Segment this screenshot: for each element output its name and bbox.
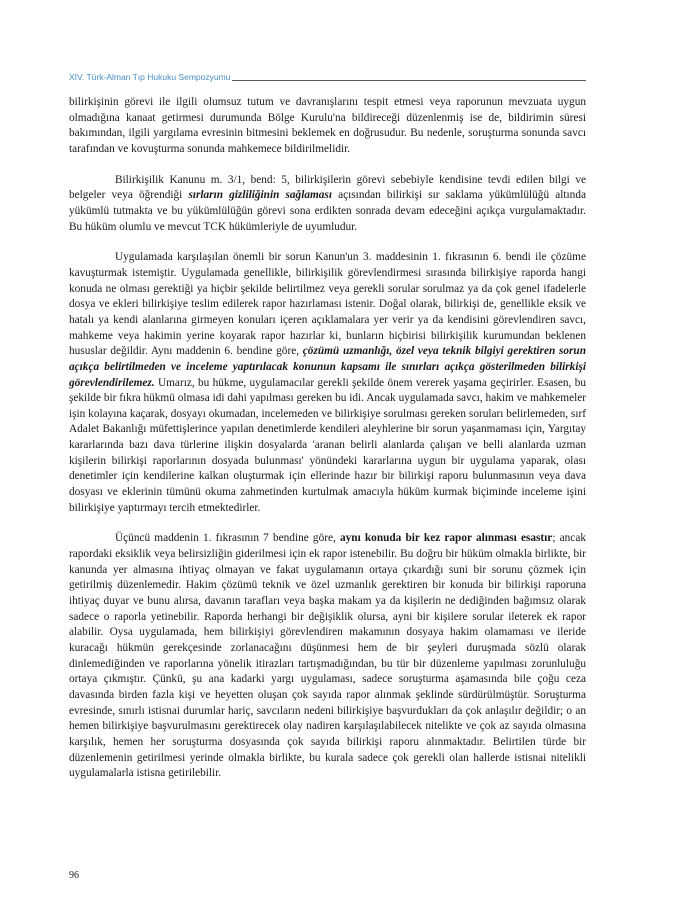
- running-header: [69, 66, 586, 82]
- paragraph-4-text-a: Üçüncü maddenin 1. fıkrasının 7 bendine göre,: [115, 532, 340, 545]
- paragraph-2-text-c: açısından bilirkişi sır saklama yükümlülüğü altında yükümlü tutmakta ve bu yükümlülüğün görevi sona erdikten sonrada devam edeceğini açıkça vurgulamaktadır. Bu hüküm olumlu ve mevcut TCK hükümleriyle de uyumludur.: [69, 189, 586, 233]
- paragraph-4-emphasis: aynı konuda bir kez rapor alınması esastır: [340, 532, 553, 545]
- paragraph-3: [69, 250, 586, 516]
- page-number: 96: [69, 870, 79, 881]
- paragraph-2: [69, 173, 586, 236]
- paragraph-1-text: bilirkişinin görevi ile ilgili olumsuz tutum ve davranışlarını tespit etmesi veya raporunun mevzuata uygun olmadığına kanaat getirmesi durumunda Bölge Kurulu'na bildireceği düzenlenmiş ise de, bildirimin süresi bakımından, ilgili yargılama evresinin bitmesini beklemek en doğrusudur. Bu nedenle, soruşturma sonunda savcı tarafından ve kovuşturma sonunda mahkemece bildirilmelidir.: [69, 96, 586, 155]
- paragraph-2-emphasis: sırların gizliliğinin sağlaması: [188, 189, 332, 202]
- paragraph-3-emphasis: çözümü uzmanlığı, özel veya teknik bilgiyi gerektiren sorun açıkça belirtilmeden ve inceleme yaptırılacak konunun kapsamı ile sınırları açıkça gösterilmeden bilirkişi görevlendirilemez.: [69, 345, 587, 389]
- paragraph-1: [69, 95, 586, 158]
- paragraph-2-text-a: Bilirkişilik Kanunu m. 3/1, bend: 5, bilirkişilerin görevi sebebiyle kendisine tevdi edilen bilgi ve belgeler veya öğrendiği: [69, 173, 586, 202]
- header-title: XIV. Türk-Alman Tıp Hukuku Sempozyumu: [69, 72, 231, 82]
- paragraph-4-text-c: ; ancak rapordaki eksiklik veya belirsizliğin giderilmesi için ek rapor istenebilir. Bu doğru bir hüküm olmakla birlikte, bir kanunda yer almasına ihtiyaç olmayan ve fakat uygulamanın ortaya çıkardığı suni bir sorunu çözmek için getirilmiş düzenlemedir. Hakim çözümü teknik ve özel uzmanlık gerektiren bir konuda bir bilirkişi raporuna ihtiyaç duyar ve bunu alırsa, davanın tarafları veya başka makam ya da kişilerin ne dediğinden bağımsız olarak sadece o raporla yetinebilir. Raporda herhangi bir değişiklik olursa, ayni bir kişilere sorular ileterek ek rapor alabilir. Oysa uygulamada, hem bilirkişiyi görevlendiren makamının dosyaya hakim olamaması ve ileride kuracağı hükmün gerekçesinde zorlanacağını düşünmesi hem de bir şeyleri duruşmada sözlü olarak dinlemediğinden ve raporlarına yönelik itirazları tartışmadığından, bu tür bir düzenleme yapılması zorunluluğu ortaya çıkmıştır. Çünkü, şu ana kadarki yargı uygulaması, sadece soruşturma aşamasında bile çoğu ceza davasında birden fazla kişi ve heyetten oluşan çok sayıda rapor alınmak şeklinde sürdürülmüştür. Soruşturma evresinde, sınırlı istisnai durumlar hariç, savcıların nedeni bilirkişiye başvurdukları da çok anlaşılır değildir; o an hemen bilirkişiye başvurulmasını gerektirecek olay nadiren karşılaşılabilecek nitelikte ve çok az sayıda olmasına karşılık, hemen her soruşturma dosyasında çok sayıda bilirkişi raporu alınmaktadır. Belirtilen türde bir düzenlemenin getirilmesi yerinde olmakla birlikte, bu kurala sadece çok gerekli olan hallerde istisnai nitelikli uygulamalarla istisna getirilebilir.: [69, 532, 586, 780]
- header-rule: [232, 80, 586, 81]
- paragraph-3-text-c: Umarız, bu hükme, uygulamacılar gerekli şekilde önem vererek yaşama geçirirler. Esasen, bu şekilde bir fıkra hükmü olmasa idi dahi yapılması gereken bu idi. Ancak uygulamada savcı, hakim ve mahkemeler işin kolayına kaçarak, dosyayı okumadan, incelemeden ve bilirkişiye sorulması gereken soruları belirlemeden, sırf Adalet Bakanlığı müfettişlerince yapılan denetimlerde kendileri aleyhlerine bir sorun yaşanmaması için, Yargıtay kararlarında bazı dava türlerine ilişkin dosyalarda 'aranan belirli alanlarda çalışan ve belli alanlarda uzman kişilerin bilirkişi raporlarının dosyada bulunması' yönündeki kararlarına uygun bir uygulama yaparak, olası denetimler için kendilerine kalkan oluşturmak için ellerinde hazır bir bilirkişi raporu bulunmasının veya dava dosyası ve eklerinin tümünü okuma zahmetinden kurtulmak amacıyla hüküm kurmak biçiminde inceleme işini bilirkişiye yaptırmayı tercih etmektedirler.: [69, 376, 586, 514]
- paragraph-4: [69, 531, 586, 782]
- paragraph-3-text-a: Uygulamada karşılaşılan önemli bir sorun Kanun'un 3. maddesinin 1. fıkrasının 6. bendi ile çözüme kavuşturmak istemiştir. Uygulamada genellikle, bilirkişilik görevlendirmesi sırasında bilirkişiye raporda hangi konuda ne olması gerektiği ya hiçbir şekilde belirtilmez veya gerekli sorular sorulmaz ya da çok genel ifadelerle dosya ve ekleri bilirkişiye teslim edilerek rapor hazırlaması istenir. Doğal olarak, bilirkişi de, genellikle eksik ve hatalı ya kendi alanlarına girmeyen konuları içeren açıklamalara yer verir ya da kendisini görevlendiren savcı, mahkeme veya hakimin yerine koyarak rapor hazırlar ki, bunların hiçbirisi bilirkişilik kurumundan beklenen hususlar değildir. Aynı maddenin 6. bendine göre,: [69, 251, 586, 358]
- page-body: [69, 95, 586, 797]
